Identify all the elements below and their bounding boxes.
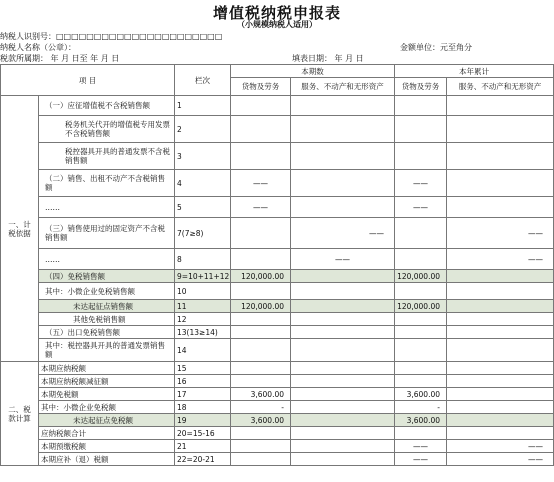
row-value: 3,600.00 xyxy=(231,414,291,427)
row-value xyxy=(395,313,447,326)
row-value xyxy=(395,96,447,116)
row-value: —— xyxy=(447,218,554,249)
row-value xyxy=(395,375,447,388)
row-item: 本期应纳税额减征额 xyxy=(39,375,175,388)
row-item: 未达起征点免税额 xyxy=(39,414,175,427)
row-item: 未达起征点销售额 xyxy=(39,300,175,313)
row-value xyxy=(291,300,395,313)
row-value xyxy=(231,283,291,300)
table-row xyxy=(1,197,554,218)
row-line: 18 xyxy=(175,401,231,414)
col-header-ytd: 本年累计 xyxy=(395,65,554,78)
row-value xyxy=(291,270,395,283)
table-row xyxy=(1,116,554,143)
row-value xyxy=(447,388,554,401)
table-row xyxy=(1,339,554,362)
row-value xyxy=(447,401,554,414)
row-line: 12 xyxy=(175,313,231,326)
col-header-item: 项 目 xyxy=(1,65,175,96)
row-item: 其中：小微企业免税额 xyxy=(39,401,175,414)
row-value xyxy=(231,249,291,270)
row-item: 本期预缴税额 xyxy=(39,440,175,453)
table-row xyxy=(1,453,554,466)
row-value xyxy=(291,388,395,401)
col-header-services: 服务、不动产和无形资产 xyxy=(291,78,395,96)
row-line: 17 xyxy=(175,388,231,401)
row-item: 税务机关代开的增值税专用发票不含税销售额 xyxy=(39,116,175,143)
row-value xyxy=(231,116,291,143)
row-value xyxy=(447,339,554,362)
row-value: —— xyxy=(447,249,554,270)
row-value xyxy=(291,453,395,466)
table-row xyxy=(1,270,554,283)
row-value: —— xyxy=(395,170,447,197)
row-value xyxy=(291,143,395,170)
row-value xyxy=(447,414,554,427)
table-row xyxy=(1,427,554,440)
row-item: 本期应纳税额 xyxy=(39,362,175,375)
row-line: 21 xyxy=(175,440,231,453)
row-item: 本期免税额 xyxy=(39,388,175,401)
tax-period-label: 税款所属期： 年 月 日至 年 月 日 xyxy=(0,54,120,63)
row-line: 16 xyxy=(175,375,231,388)
row-value xyxy=(291,362,395,375)
report-table xyxy=(0,64,554,466)
row-line: 15 xyxy=(175,362,231,375)
row-value xyxy=(447,300,554,313)
row-line: 5 xyxy=(175,197,231,218)
col-header-services-ytd: 服务、不动产和无形资产 xyxy=(447,78,554,96)
row-value xyxy=(291,339,395,362)
table-row xyxy=(1,249,554,270)
row-item: （四）免税销售额 xyxy=(39,270,175,283)
row-value: 3,600.00 xyxy=(395,388,447,401)
row-value xyxy=(291,283,395,300)
table-row xyxy=(1,218,554,249)
section-tax-calc: 二、税款计算 xyxy=(1,362,39,466)
row-line: 19 xyxy=(175,414,231,427)
row-value: —— xyxy=(447,453,554,466)
row-line: 2 xyxy=(175,116,231,143)
row-value xyxy=(447,313,554,326)
row-line: 11 xyxy=(175,300,231,313)
row-line: 13(13≥14) xyxy=(175,326,231,339)
row-item: （二）销售、出租不动产不含税销售额 xyxy=(39,170,175,197)
table-row xyxy=(1,170,554,197)
row-value xyxy=(395,339,447,362)
currency-unit: 金额单位：元至角分 xyxy=(400,43,472,52)
table-row xyxy=(1,401,554,414)
row-item: （三）销售使用过的固定资产不含税销售额 xyxy=(39,218,175,249)
row-item: 其中：小微企业免税销售额 xyxy=(39,283,175,300)
row-value xyxy=(447,283,554,300)
row-value xyxy=(291,96,395,116)
section-tax-basis: 一、计税依据 xyxy=(1,96,39,362)
row-value: —— xyxy=(447,440,554,453)
row-value xyxy=(231,326,291,339)
col-header-line: 栏次 xyxy=(175,65,231,96)
row-value: 3,600.00 xyxy=(231,388,291,401)
row-item: （一）应征增值税不含税销售额 xyxy=(39,96,175,116)
row-item: 应纳税额合计 xyxy=(39,427,175,440)
row-value xyxy=(395,362,447,375)
table-row xyxy=(1,326,554,339)
row-value xyxy=(395,283,447,300)
row-value xyxy=(291,427,395,440)
row-value xyxy=(447,270,554,283)
row-value: —— xyxy=(231,197,291,218)
row-value xyxy=(231,362,291,375)
row-value: —— xyxy=(291,249,395,270)
table-row xyxy=(1,440,554,453)
row-value xyxy=(447,170,554,197)
row-value xyxy=(395,326,447,339)
row-line: 7(7≥8) xyxy=(175,218,231,249)
fill-date-label: 填表日期： 年 月 日 xyxy=(292,54,364,63)
table-row xyxy=(1,143,554,170)
row-value: 120,000.00 xyxy=(231,270,291,283)
row-value xyxy=(447,375,554,388)
row-item: （五）出口免税销售额 xyxy=(39,326,175,339)
header-row-1 xyxy=(1,65,554,78)
row-value: 3,600.00 xyxy=(395,414,447,427)
row-value: —— xyxy=(395,197,447,218)
col-header-goods: 货物及劳务 xyxy=(231,78,291,96)
form-subtitle: （小规模纳税人适用） xyxy=(237,20,317,29)
row-line: 8 xyxy=(175,249,231,270)
table-row xyxy=(1,388,554,401)
row-value xyxy=(447,326,554,339)
row-value xyxy=(447,427,554,440)
row-value xyxy=(395,116,447,143)
row-value xyxy=(291,197,395,218)
row-line: 14 xyxy=(175,339,231,362)
row-value xyxy=(231,313,291,326)
table-row xyxy=(1,362,554,375)
row-item: 税控器具开具的普通发票不含税销售额 xyxy=(39,143,175,170)
row-value xyxy=(395,218,447,249)
row-line: 9=10+11+12 xyxy=(175,270,231,283)
row-line: 10 xyxy=(175,283,231,300)
row-value xyxy=(291,313,395,326)
row-value xyxy=(231,453,291,466)
row-value xyxy=(231,96,291,116)
row-value xyxy=(447,197,554,218)
row-item: 本期应补（退）税额 xyxy=(39,453,175,466)
table-row xyxy=(1,96,554,116)
row-line: 20=15-16 xyxy=(175,427,231,440)
row-value xyxy=(395,427,447,440)
row-item: 其他免税销售额 xyxy=(39,313,175,326)
row-value: - xyxy=(231,401,291,414)
row-value: 120,000.00 xyxy=(231,300,291,313)
row-value: 120,000.00 xyxy=(395,300,447,313)
col-header-current: 本期数 xyxy=(231,65,395,78)
row-line: 3 xyxy=(175,143,231,170)
row-item: …… xyxy=(39,197,175,218)
row-value xyxy=(231,427,291,440)
table-row xyxy=(1,375,554,388)
row-value: - xyxy=(395,401,447,414)
row-value: —— xyxy=(395,453,447,466)
row-value xyxy=(231,440,291,453)
table-row xyxy=(1,414,554,427)
row-line: 1 xyxy=(175,96,231,116)
row-value: —— xyxy=(395,440,447,453)
row-value xyxy=(231,375,291,388)
row-value xyxy=(447,362,554,375)
row-item: 其中：税控器具开具的普通发票销售额 xyxy=(39,339,175,362)
row-value xyxy=(291,375,395,388)
row-value xyxy=(447,143,554,170)
row-value xyxy=(291,440,395,453)
table-row xyxy=(1,300,554,313)
row-value: 120,000.00 xyxy=(395,270,447,283)
row-value xyxy=(291,170,395,197)
row-value xyxy=(231,339,291,362)
row-value xyxy=(231,143,291,170)
row-value xyxy=(231,218,291,249)
table-row xyxy=(1,283,554,300)
row-line: 4 xyxy=(175,170,231,197)
form-title: 增值税纳税申报表 xyxy=(212,4,341,22)
taxpayer-id-label: 纳税人识别号：□□□□□□□□□□□□□□□□□□□□□□ xyxy=(0,32,223,41)
row-value: —— xyxy=(291,218,395,249)
row-value xyxy=(291,414,395,427)
row-value: —— xyxy=(231,170,291,197)
row-value xyxy=(447,96,554,116)
col-header-goods-ytd: 货物及劳务 xyxy=(395,78,447,96)
taxpayer-name-label: 纳税人名称（公章）： xyxy=(0,43,76,52)
row-value xyxy=(395,249,447,270)
row-value xyxy=(447,116,554,143)
row-value xyxy=(291,116,395,143)
row-value xyxy=(291,401,395,414)
row-value xyxy=(395,143,447,170)
row-line: 22=20-21 xyxy=(175,453,231,466)
table-row xyxy=(1,313,554,326)
row-value xyxy=(291,326,395,339)
row-item: …… xyxy=(39,249,175,270)
